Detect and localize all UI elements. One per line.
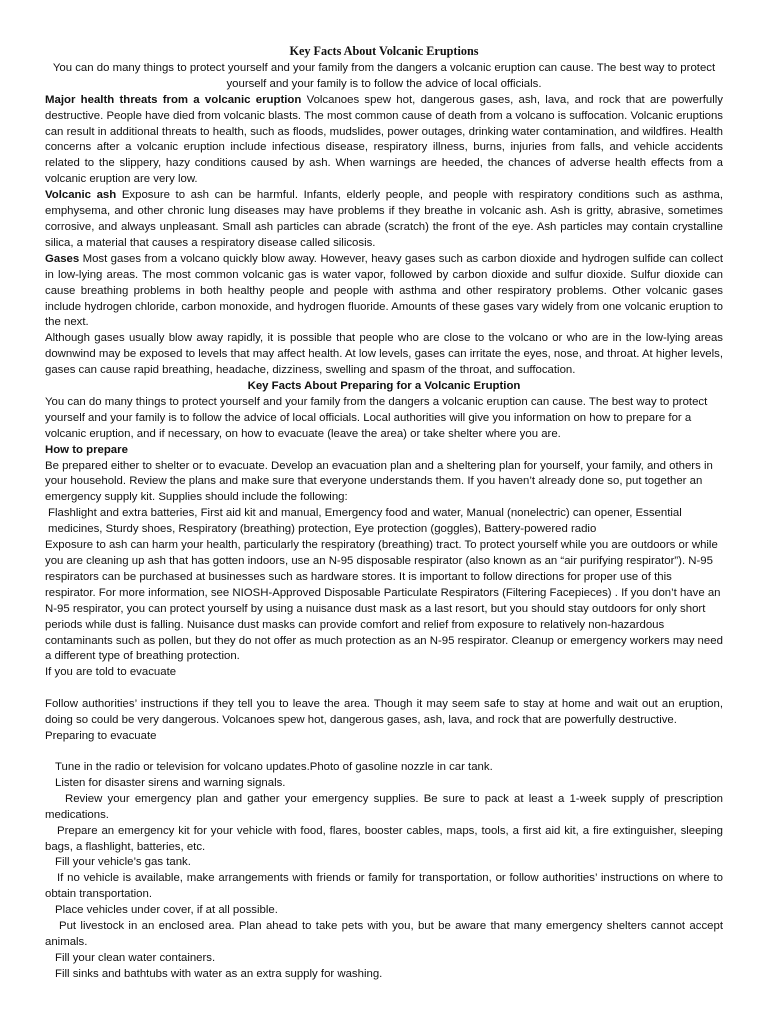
- major-threats-heading: Major health threats from a volcanic eruption: [45, 93, 302, 106]
- gases-heading: Gases: [45, 252, 80, 265]
- major-threats-text: Volcanoes spew hot, dangerous gases, ash, lava, and rock that are powerfully destructive. People have died from volcanic blasts. The most common cause of death from a volcano is suffocation. Volcanic eruptions can result in additional threats to health, such as floods, mudslides, power outages, drinking water contamination, and wildfires. Health concerns after a volcanic eruption include infectious disease, respiratory illness, burns, injuries from falls, and vehicle accidents related to the slippery, hazy conditions caused by ash. When warnings are heeded, the chances of adverse health effects from a volcanic eruption are very low.: [45, 93, 723, 186]
- list-item: Fill your vehicle’s gas tank.: [55, 856, 191, 869]
- spacer: [45, 681, 723, 697]
- exposure-paragraph: Exposure to ash can harm your health, particularly the respiratory (breathing) tract. To protect yourself while you are outdoors or while you are cleaning up ash that has gotten indoors, use an N-95 disposable respirator (also known as an “air purifying respirator”). N-95 respirators can be purchased at businesses such as hardware stores. It is important to follow directions for proper use of this respirator. For more information, see NIOSH-Approved Disposable Particulate Respirators (Filtering Facepieces) . If you don’t have an N-95 respirator, you can protect yourself by using a nuisance dust mask as a last resort, but you should stay outdoors for only short periods while dust is falling. Nuisance dust masks can provide comfort and relief from exposure to relatively non-hazardous contaminants such as pollen, but they do not offer as much protection as an N-95 respirator. Cleanup or emergency workers may need a different type of breathing protection.: [45, 539, 723, 663]
- list-item: If no vehicle is available, make arrangements with friends or family for transportation, or follow authorities’ instructions on where to obtain transportation.: [45, 872, 723, 901]
- gases-paragraph: [45, 252, 723, 332]
- gases-text: Most gases from a volcano quickly blow away. However, heavy gases such as carbon dioxide and hydrogen sulfide can collect in low-lying areas. The most common volcanic gas is water vapor, followed by carbon dioxide and sulfur dioxide. Sulfur dioxide can cause breathing problems in both healthy people and people with asthma and other respiratory problems. Other volcanic gases include hydrogen chloride, carbon monoxide, and hydrogen fluoride. Amounts of these gases vary widely from one volcanic eruption to the next.: [45, 252, 723, 329]
- list-item: Tune in the radio or television for volcano updates.Photo of gasoline nozzle in car tank.: [55, 760, 493, 773]
- major-threats-paragraph: [45, 93, 723, 188]
- how-to-prepare-paragraph: Be prepared either to shelter or to evacuate. Develop an evacuation plan and a sheltering plan for yourself, your family, and others in your household. Review the plans and make sure that everyone understands them. If you haven’t already done so, put together an emergency supply kit. Supplies should include the following:: [45, 459, 713, 504]
- preparing-evacuate-label: Preparing to evacuate: [45, 730, 157, 743]
- spacer: [45, 745, 723, 760]
- list-item: Review your emergency plan and gather your emergency supplies. Be sure to pack at least a 1-week supply of prescription medications.: [45, 792, 723, 821]
- intro-paragraph: You can do many things to protect yourself and your family from the dangers a volcanic eruption can cause. The best way to protect yourself and your family is to follow the advice of local officials.: [52, 61, 716, 90]
- list-item: Fill sinks and bathtubs with water as an extra supply for washing.: [55, 967, 383, 980]
- preparing-intro-paragraph: You can do many things to protect yourself and your family from the dangers a volcanic eruption can cause. The best way to protect yourself and your family is to follow the advice of local officials. Local authorities will give you information on how to prepare for a volcanic eruption, and if necessary, on how to evacuate (leave the area) or take shelter where you are.: [45, 395, 708, 440]
- gases-followup-paragraph: Although gases usually blow away rapidly, it is possible that people who are close to the volcano or who are in the low-lying areas downwind may be exposed to levels that may affect health. At low levels, gases can irritate the eyes, nose, and throat. At higher levels, gases can cause rapid breathing, headache, dizziness, swelling and spasm of the throat, and suffocation.: [45, 332, 723, 377]
- evacuation-list: [45, 760, 723, 983]
- evacuate-label: If you are told to evacuate: [45, 666, 177, 679]
- evacuate-paragraph: Follow authorities’ instructions if they tell you to leave the area. Though it may seem safe to stay at home and wait out an eruption, doing so could be very dangerous. Volcanoes spew hot, dangerous gases, ash, lava, and rock that are powerfully destructive.: [45, 698, 723, 727]
- volcanic-ash-paragraph: [45, 188, 723, 252]
- list-item: Place vehicles under cover, if at all possible.: [55, 904, 278, 917]
- volcanic-ash-heading: Volcanic ash: [45, 189, 117, 202]
- preparing-heading: Key Facts About Preparing for a Volcanic Eruption: [247, 380, 521, 393]
- document-title: Key Facts About Volcanic Eruptions: [289, 44, 479, 58]
- list-item: Fill your clean water containers.: [55, 951, 216, 964]
- list-item: Put livestock in an enclosed area. Plan ahead to take pets with you, but be aware that many emergency shelters cannot accept animals.: [45, 920, 723, 948]
- supplies-list: Flashlight and extra batteries, First aid kit and manual, Emergency food and water, Manual (nonelectric) can opener, Essential medicines, Sturdy shoes, Respiratory (breathing) protection, Eye protection (goggles), Battery-powered radio: [48, 507, 682, 536]
- how-to-prepare-heading: How to prepare: [45, 443, 128, 456]
- document-page: [45, 44, 723, 983]
- volcanic-ash-text: Exposure to ash can be harmful. Infants, elderly people, and people with respiratory conditions such as asthma, emphysema, and other chronic lung diseases may have problems if they breathe in volcanic ash. Ash is gritty, abrasive, sometimes corrosive, and always unpleasant. Small ash particles can abrade (scratch) the front of the eye. Ash particles may contain crystalline silica, a material that causes a respiratory disease called silicosis.: [45, 189, 724, 249]
- list-item: Listen for disaster sirens and warning signals.: [55, 776, 286, 789]
- list-item: Prepare an emergency kit for your vehicle with food, flares, booster cables, maps, tools, a first aid kit, a fire extinguisher, sleeping bags, a flashlight, batteries, etc.: [45, 824, 723, 853]
